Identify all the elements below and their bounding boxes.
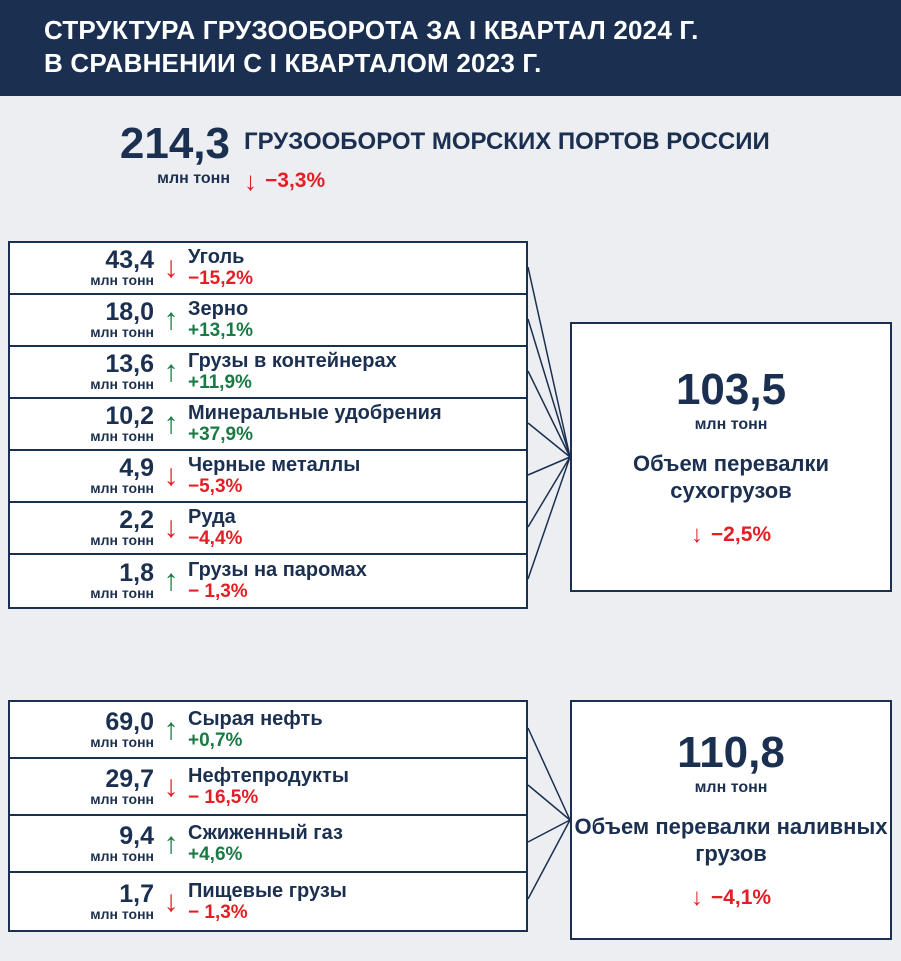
arrow-up-icon: ↑	[163, 712, 179, 746]
row-delta: +0,7%	[188, 729, 243, 751]
dry-cargo-summary	[570, 322, 892, 592]
header-title-line2: В СРАВНЕНИИ С I КВАРТАЛОМ 2023 Г.	[44, 48, 542, 79]
row-left	[10, 347, 160, 397]
summary-delta	[690, 520, 772, 548]
row-left	[10, 702, 160, 757]
row-value: 18,0	[105, 298, 154, 327]
row-unit: млн тонн	[90, 790, 154, 807]
total-value: 214,3	[119, 119, 230, 168]
list-item[interactable]	[10, 702, 526, 759]
row-right	[182, 295, 526, 345]
row-delta: − 16,5%	[188, 786, 259, 808]
row-unit: млн тонн	[90, 272, 154, 289]
row-value: 4,9	[119, 454, 154, 483]
row-unit: млн тонн	[90, 585, 154, 602]
row-name: Нефтепродукты	[188, 764, 349, 787]
arrow-up-icon: ↑	[163, 826, 179, 860]
summary-value: 103,5	[675, 364, 787, 414]
row-name: Минеральные удобрения	[188, 402, 442, 425]
row-unit: млн тонн	[90, 847, 154, 864]
arrow-down-icon: ↓	[163, 459, 179, 492]
row-name: Сжиженный газ	[188, 821, 343, 844]
row-left	[10, 243, 160, 293]
arrow-down-icon: ↓	[163, 769, 179, 803]
arrow-down-icon: ↓	[690, 520, 703, 548]
summary-delta-text: −2,5%	[710, 522, 772, 546]
row-delta: − 1,3%	[188, 901, 248, 923]
row-right	[182, 243, 526, 293]
list-item[interactable]	[10, 503, 526, 555]
header-title-line1: СТРУКТУРА ГРУЗООБОРОТА ЗА I КВАРТАЛ 2024 Г.	[44, 15, 699, 45]
total-delta-text: −3,3%	[265, 169, 326, 192]
row-unit: млн тонн	[90, 324, 154, 341]
row-unit: млн тонн	[90, 733, 154, 750]
row-value: 10,2	[105, 402, 154, 431]
row-name: Грузы на паромах	[188, 559, 367, 582]
row-value: 1,7	[119, 879, 154, 908]
row-name: Грузы в контейнерах	[188, 350, 397, 373]
row-value: 1,8	[119, 559, 154, 588]
arrow-up-icon: ↑	[163, 564, 179, 597]
row-right	[182, 816, 526, 871]
summary-delta	[690, 883, 772, 911]
row-unit: млн тонн	[90, 905, 154, 922]
summary-unit: млн тонн	[694, 778, 768, 796]
list-item[interactable]	[10, 347, 526, 399]
row-right	[182, 759, 526, 814]
summary-label: Объем перевалки наливных грузов	[574, 813, 888, 866]
row-right	[182, 451, 526, 501]
total-unit: млн тонн	[157, 170, 230, 187]
row-delta: −15,2%	[188, 268, 253, 290]
summary-unit: млн тонн	[694, 415, 768, 433]
row-delta: +37,9%	[188, 424, 253, 446]
arrow-down-icon: ↓	[163, 511, 179, 544]
liquid-cargo-list	[8, 700, 528, 932]
row-value: 43,4	[105, 246, 154, 275]
row-delta: +4,6%	[188, 843, 243, 865]
row-delta: − 1,3%	[188, 581, 248, 603]
total-label: ГРУЗООБОРОТ МОРСКИХ ПОРТОВ РОССИИ	[244, 128, 770, 155]
row-unit: млн тонн	[90, 480, 154, 497]
list-item[interactable]	[10, 555, 526, 607]
list-item[interactable]	[10, 873, 526, 930]
row-value: 69,0	[105, 707, 154, 736]
row-name: Черные металлы	[188, 454, 361, 477]
row-value: 29,7	[105, 764, 154, 793]
row-right	[182, 702, 526, 757]
row-name: Зерно	[188, 298, 249, 321]
row-delta: +13,1%	[188, 320, 253, 342]
row-right	[182, 555, 526, 607]
row-left	[10, 399, 160, 449]
list-item[interactable]	[10, 759, 526, 816]
arrow-down-icon: ↓	[690, 883, 703, 911]
total-turnover-block	[0, 114, 901, 214]
row-name: Уголь	[188, 246, 245, 269]
row-right	[182, 503, 526, 553]
row-unit: млн тонн	[90, 428, 154, 445]
arrow-up-icon: ↑	[163, 303, 179, 336]
row-right	[182, 347, 526, 397]
row-right	[182, 399, 526, 449]
row-name: Руда	[188, 506, 236, 529]
list-item[interactable]	[10, 399, 526, 451]
page-header	[0, 0, 901, 96]
row-value: 2,2	[119, 506, 154, 535]
row-value: 13,6	[105, 350, 154, 379]
row-delta: −4,4%	[188, 528, 243, 550]
row-left	[10, 555, 160, 607]
row-delta: +11,9%	[188, 372, 252, 394]
row-left	[10, 759, 160, 814]
summary-delta-text: −4,1%	[710, 885, 772, 909]
summary-value: 110,8	[677, 727, 785, 777]
row-left	[10, 503, 160, 553]
row-left	[10, 451, 160, 501]
row-left	[10, 295, 160, 345]
list-item[interactable]	[10, 295, 526, 347]
row-left	[10, 873, 160, 930]
arrow-up-icon: ↑	[163, 407, 179, 440]
row-value: 9,4	[119, 821, 154, 850]
total-delta	[244, 168, 325, 194]
row-unit: млн тонн	[90, 532, 154, 549]
arrow-down-icon: ↓	[244, 166, 257, 196]
arrow-down-icon: ↓	[163, 884, 179, 918]
list-item[interactable]	[10, 816, 526, 873]
liquid-cargo-summary	[570, 700, 892, 940]
row-name: Пищевые грузы	[188, 879, 347, 902]
row-left	[10, 816, 160, 871]
list-item[interactable]	[10, 451, 526, 503]
row-right	[182, 873, 526, 930]
row-unit: млн тонн	[90, 376, 154, 393]
row-delta: −5,3%	[188, 476, 243, 498]
row-name: Сырая нефть	[188, 707, 323, 730]
arrow-down-icon: ↓	[163, 251, 179, 284]
summary-label: Объем перевалки сухогрузов	[633, 450, 829, 503]
list-item[interactable]	[10, 243, 526, 295]
dry-cargo-list	[8, 241, 528, 609]
arrow-up-icon: ↑	[163, 355, 179, 388]
